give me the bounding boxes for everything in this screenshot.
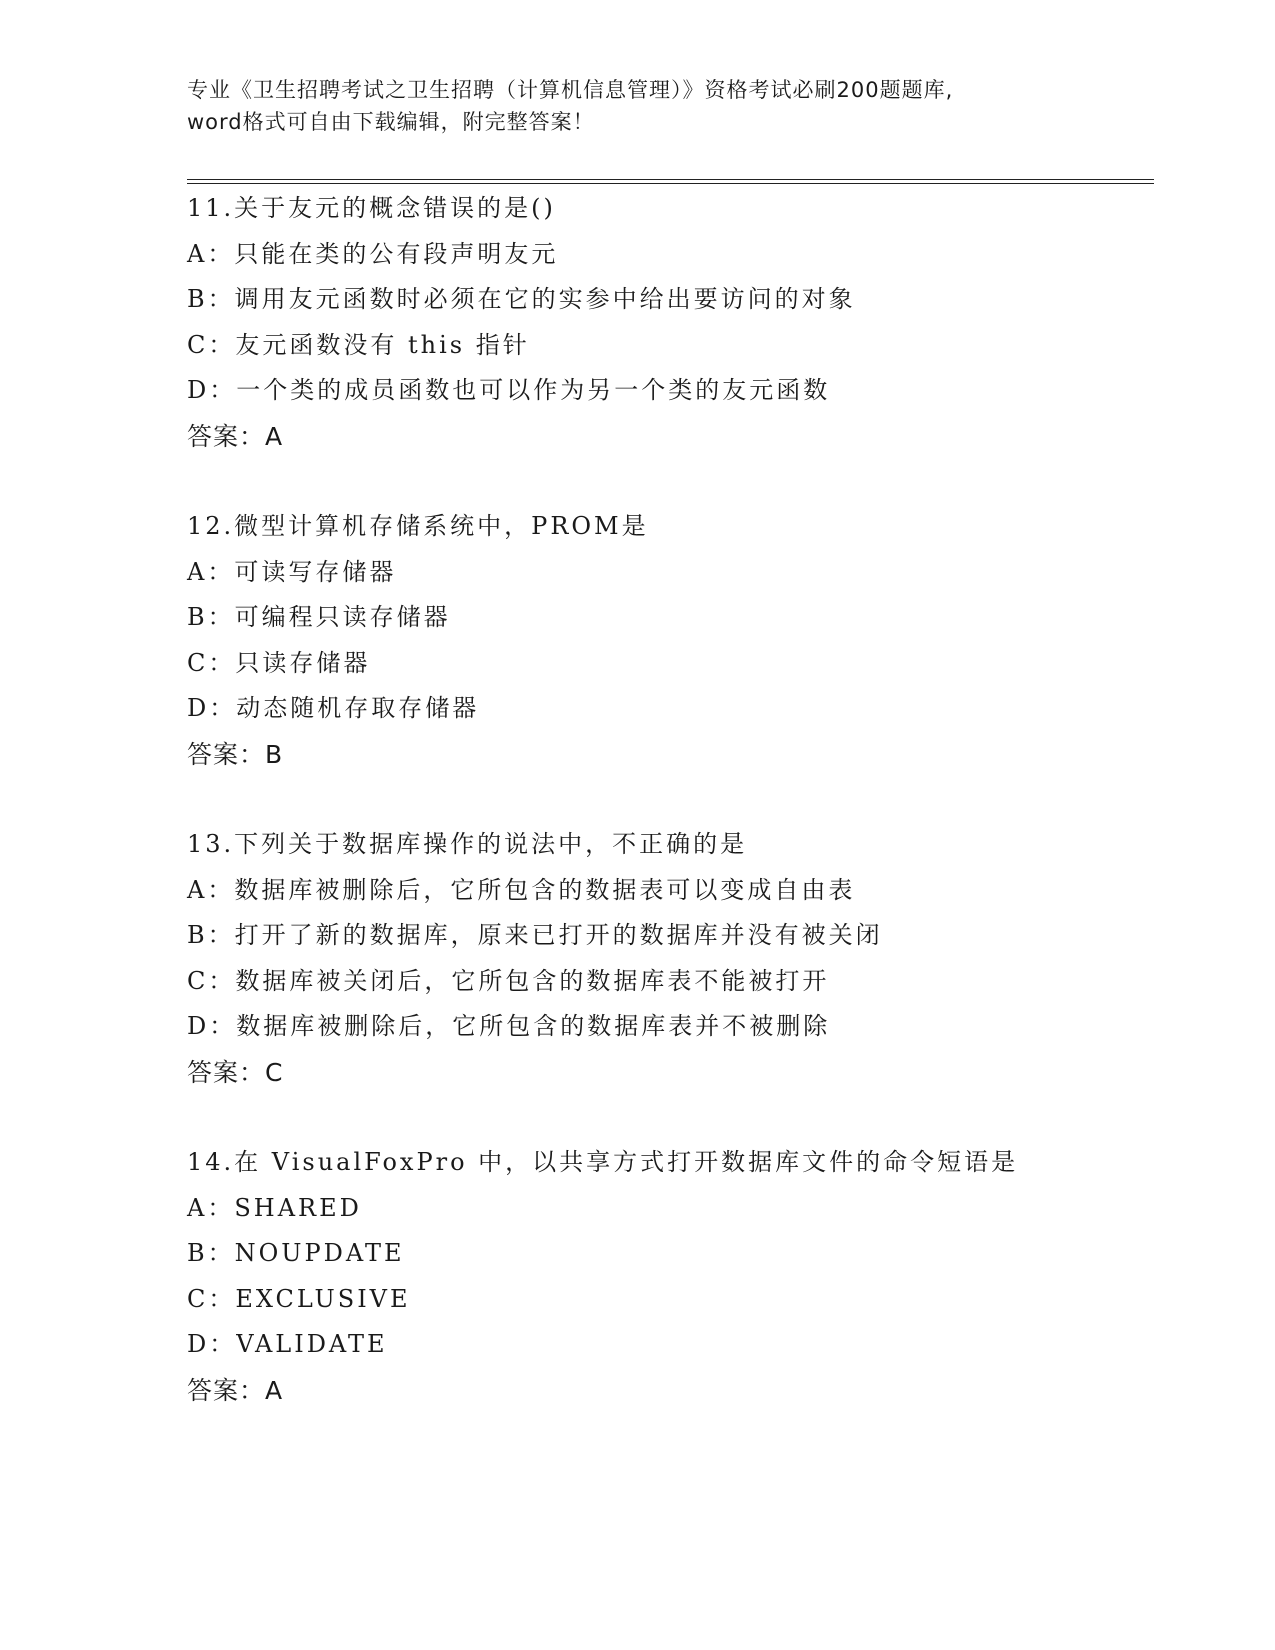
option-d: D：VALIDATE	[187, 1330, 388, 1358]
header-divider-bottom	[187, 183, 1154, 184]
option-c: C：数据库被关闭后，它所包含的数据库表不能被打开	[187, 966, 830, 995]
option-b: B：可编程只读存储器	[187, 603, 451, 631]
option-c: C：EXCLUSIVE	[187, 1284, 411, 1313]
option-d: D：数据库被删除后，它所包含的数据库表并不被删除	[187, 1012, 831, 1040]
option-b: B：NOUPDATE	[187, 1239, 405, 1267]
header-line-2: word格式可自由下载编辑，附完整答案！	[187, 110, 595, 134]
option-d: D：动态随机存取存储器	[187, 694, 480, 722]
option-a: A：只能在类的公有段声明友元	[187, 239, 559, 268]
question-stem: 11.关于友元的概念错误的是()	[187, 194, 556, 222]
option-b: B：打开了新的数据库，原来已打开的数据库并没有被关闭	[187, 921, 883, 949]
option-b: B：调用友元函数时必须在它的实参中给出要访问的对象	[187, 285, 856, 313]
question-12	[187, 504, 1147, 777]
answer-label: 答案：A	[187, 421, 284, 451]
answer-label: 答案：A	[187, 1375, 284, 1405]
question-stem: 14.在 VisualFoxPro 中，以共享方式打开数据库文件的命令短语是	[187, 1148, 1019, 1176]
question-stem: 12.微型计算机存储系统中，PROM是	[187, 512, 649, 540]
option-a: A：可读写存储器	[187, 557, 397, 586]
answer-label: 答案：B	[187, 739, 284, 769]
question-14	[187, 1140, 1147, 1413]
answer-label: 答案：C	[187, 1057, 284, 1087]
question-11	[187, 186, 1147, 459]
header-line-1: 专业《卫生招聘考试之卫生招聘（计算机信息管理）》资格考试必刷200题题库,	[187, 78, 954, 102]
option-c: C：只读存储器	[187, 648, 371, 677]
option-a: A：数据库被删除后，它所包含的数据表可以变成自由表	[187, 875, 856, 904]
document-header	[187, 74, 1117, 138]
option-a: A：SHARED	[187, 1193, 362, 1222]
option-c: C：友元函数没有 this 指针	[187, 330, 530, 359]
question-13	[187, 822, 1147, 1095]
option-d: D：一个类的成员函数也可以作为另一个类的友元函数	[187, 376, 831, 404]
question-stem: 13.下列关于数据库操作的说法中，不正确的是	[187, 830, 748, 858]
header-divider-top	[187, 179, 1154, 180]
